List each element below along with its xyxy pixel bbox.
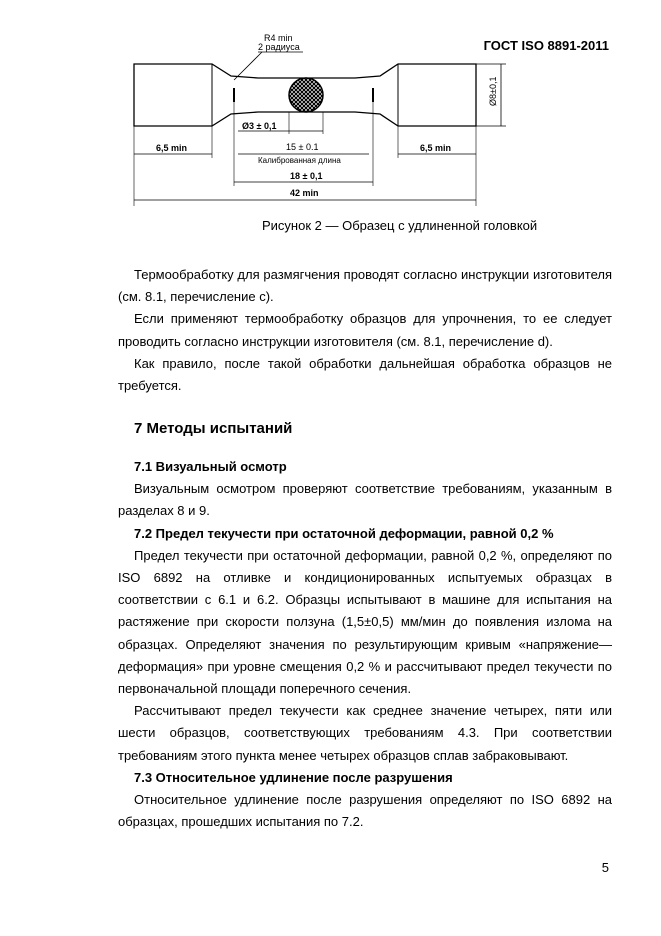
figure-caption: Рисунок 2 — Образец с удлиненной головкой: [262, 218, 538, 233]
intro-paragraphs: [118, 264, 612, 397]
page-number: 5: [601, 860, 609, 875]
paragraph-2: Если применяют термообработку образцов для упрочнения, то ее следует проводить согласно инструкции изготовителя (см. 8.1, перечисление d).: [118, 311, 612, 349]
specimen-drawing: [118, 28, 518, 213]
paragraph-3: Как правило, после такой обработки дальнейшая обработка образцов не требуется.: [118, 355, 612, 394]
specimen-figure: [118, 28, 518, 218]
parallel-length-label: 18 ± 0,1: [290, 171, 323, 181]
standard-header: ГОСТ ISO 8891-2011: [483, 38, 609, 53]
section-7-body: [118, 456, 612, 833]
s72-paragraph-1: Предел текучести при остаточной деформации, равной 0,2 %, определяют по ISO 6892 на отливке и кондиционированных испытуемых образцах в соответствии с 6.1 и 6.2. Образцы испытывают в машине для испытания на растяжение при скорости ползуна (1,5±0,5) мм/мин до появления излома на образцах. Определяют значения по результирующим кривым «напряжение—деформация» при уровне смещения 0,2 % и рассчитывают предел текучести по первоначальной площади поперечного сечения.: [118, 547, 612, 697]
s73-text: Относительное удлинение после разрушения определяют по ISO 6892 на образцах, прошедших испытания по 7.2.: [118, 792, 612, 830]
gauge-length-label: 15 ± 0.1: [286, 142, 319, 152]
radius-note-2: 2 радиуса: [258, 42, 300, 52]
s73-title: 7.3 Относительное удлинение после разрушения: [134, 769, 453, 785]
diam-grip-label: Ø8±0,1: [488, 76, 498, 106]
s72-paragraph-2: Рассчитывают предел текучести как среднее значение четырех, пяти или шести образцов, соответствующих требованиям 4.3. При соответствии требованиям этого пункта менее четырех образцов сплав забраковывают.: [118, 703, 612, 763]
gauge-caption: Калиброванная длина: [258, 156, 341, 165]
diam-center-label: Ø3 ± 0,1: [242, 121, 277, 131]
s71-text: Визуальным осмотром проверяют соответствие требованиям, указанным в разделах 8 и 9.: [118, 481, 612, 519]
total-length-label: 42 min: [290, 188, 319, 198]
section-7-title: 7 Методы испытаний: [134, 420, 293, 437]
radius-note-1: R4 min: [264, 33, 293, 43]
head-left-label: 6,5 min: [156, 143, 188, 153]
head-right-label: 6,5 min: [420, 143, 452, 153]
s71-title: 7.1 Визуальный осмотр: [134, 459, 287, 474]
s72-title: 7.2 Предел текучести при остаточной деформации, равной 0,2 %: [134, 525, 554, 541]
paragraph-1: Термообработку для размягчения проводят согласно инструкции изготовителя (см. 8.1, перечисление с).: [118, 267, 612, 305]
